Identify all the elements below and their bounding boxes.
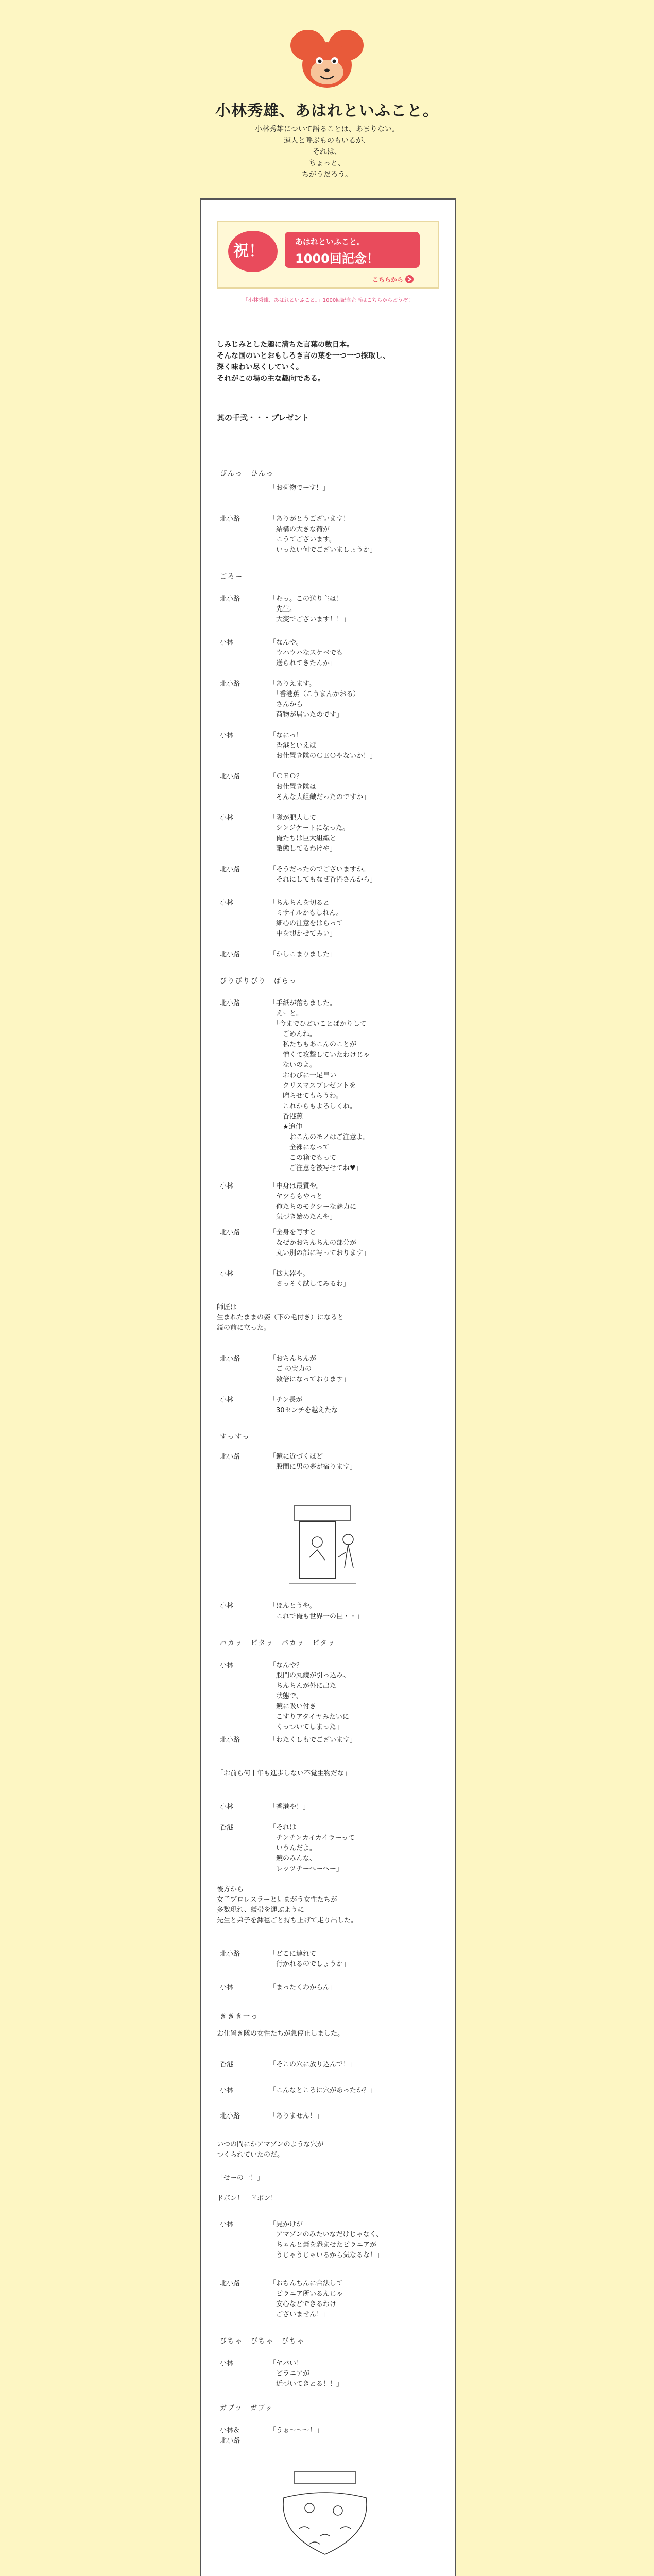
speech-line: 30センチを越えたな」 (269, 1406, 345, 1414)
narration-line: ドボン！ ドボン！ (217, 2195, 278, 2202)
speaker-name: 小林 (220, 899, 234, 907)
speech-line: さんから (269, 701, 303, 708)
speech (269, 813, 444, 854)
speech-line: 中を覗かせてみい」 (269, 930, 337, 938)
speech-line: おわびに一足早い (269, 1072, 337, 1079)
speech-line: 「拡大器や。 (269, 1270, 309, 1278)
narration (217, 1885, 443, 1926)
speech (269, 1228, 444, 1259)
sound-effect: ぴんっ ぴんっ (220, 470, 274, 478)
intro-line: 深く味わい尽くしていく。 (217, 363, 303, 371)
narration (217, 2194, 443, 2204)
speech-line: 「ヤバい！ (269, 2360, 303, 2367)
speech (269, 1823, 444, 1874)
speech (269, 2279, 444, 2320)
speech-line: それにしてもなぜ香港さんから」 (269, 876, 377, 884)
speech-line: ないのよ。 (269, 1061, 317, 1069)
speech-line: 憎くて攻撃していたわけじゃ (269, 1051, 370, 1059)
narration-line: 鏡の前に立った。 (217, 1324, 271, 1332)
speech-line: 俺たちのモクシーな魅力に (269, 1203, 357, 1211)
speaker-name: 北小路 (220, 2112, 240, 2120)
speech-line: 大変でございます！！」 (269, 616, 350, 623)
speech-line: 数倍になっております」 (269, 1376, 350, 1383)
speech-line: ウハウハなスケベでも (269, 649, 343, 657)
speech-line: ご注意を被写せてね♥」 (269, 1164, 363, 1172)
speaker-name: 小林 (220, 639, 234, 647)
speaker-name: 北小路 (220, 999, 240, 1007)
speaker-name: 小林 (220, 1270, 234, 1278)
speech-line: なぜかおちんちんの部分が (269, 1239, 357, 1247)
speech-line: ちんちんが外に出た (269, 1682, 337, 1690)
piranha-illustration (273, 2467, 376, 2565)
speech-line: 鏡のみんな、 (269, 1855, 317, 1862)
speech (269, 1601, 444, 1622)
banner-link[interactable]: こちらから (372, 276, 404, 283)
speech-line: 「お荷物でーす！」 (269, 484, 330, 492)
speech-line: 鏡に吸い付き (269, 1703, 317, 1710)
banner-note[interactable]: 「小林秀雄、あはれといふこと。」1000回記念企画はこちらからどうぞ！ (243, 298, 414, 303)
speaker-name: 北小路 (220, 1736, 240, 1744)
speech-line: ピラニア所いるんじゃ (269, 2290, 343, 2298)
speech-line: こすりアタイヤみたいに (269, 1713, 349, 1721)
speech (269, 1269, 444, 1290)
speech-line: おこんのモノはご注意よ。 (269, 1133, 370, 1141)
speech-line: 「ありがとうございます！ (269, 515, 350, 523)
intro-text (217, 339, 443, 384)
speech-line: 「どこに連れて (269, 1950, 317, 1958)
speech-line: 「隊が肥大して (269, 814, 317, 822)
speech-line: お仕置き隊のＣＥＯやないか！」 (269, 752, 377, 760)
speech-line: えーと。 (269, 1010, 303, 1018)
speech-line: 全裸になって (269, 1144, 330, 1151)
speech-line: 「全身を写すと (269, 1229, 317, 1236)
speaker-name: 小林 (220, 2087, 234, 2094)
speech-line: 「おちんちんが (269, 1355, 317, 1363)
sound-effect: びちゃ びちゃ びちゃ (220, 2337, 305, 2345)
speech-line: いうんだよ。 (269, 1844, 317, 1852)
speech-line: 俺たちは巨大組織と (269, 835, 337, 842)
speech-line: 「なんや。 (269, 639, 303, 647)
speech (269, 865, 444, 885)
tagline-line: それは、 (313, 148, 341, 156)
speech-line: 敵態してるわけや」 (269, 845, 337, 853)
speech-line: レッツチーへーへー」 (269, 1865, 343, 1873)
intro-line: それがこの場の主な趣向である。 (217, 375, 325, 383)
speech-line: 「そこの穴に放り込んで！」 (269, 2061, 357, 2069)
narration (217, 1769, 443, 1779)
speech-line: こうてございます。 (269, 536, 336, 544)
narration-line: 多数現れ、緩帯を運ぶように (217, 1906, 304, 1914)
narration-line: 「せーの一！」 (217, 2174, 264, 2182)
speech-line: 「鏡に近づくほど (269, 1453, 323, 1461)
speech-line: 香港といえば (269, 742, 317, 750)
speech-line: 「まったくわからん」 (269, 1984, 337, 1991)
banner-line2: 1000回記念！ (295, 251, 379, 266)
speech (269, 2111, 444, 2122)
sound-effect: ごろー (220, 573, 244, 581)
narration (217, 2173, 443, 2183)
speech-line: 結構の大きな荷が (269, 526, 330, 533)
speech (269, 1660, 444, 1733)
speaker-name: 小林 (220, 1803, 234, 1811)
speech-line: ごめんね。 (269, 1030, 317, 1038)
speech-line: 「かしこまりました」 (269, 951, 337, 958)
narration (217, 2140, 443, 2160)
narration-line: 生まれたままの姿（下の毛付き）になると (217, 1314, 345, 1321)
speech-line: 「それは (269, 1824, 297, 1832)
speaker-name: 香港 (220, 2061, 234, 2069)
speech-line: 「見かけが (269, 2221, 303, 2228)
narration-line: 先生と弟子を鉢毯ごと持ち上げて走り出した。 (217, 1917, 358, 1924)
speech-line: 先生。 (269, 605, 297, 613)
speech (269, 2426, 444, 2436)
tagline-line: ちょっと、 (309, 159, 345, 167)
speaker-name: 小林 (220, 2221, 234, 2228)
narration (217, 2029, 443, 2039)
speech-line: 贈らせてもらうわ。 (269, 1092, 343, 1100)
site-tagline (0, 124, 654, 180)
tagline-line: 運人と呼ぶものもいるが、 (284, 137, 370, 145)
speech-line: 行かれるのでしょうか」 (269, 1960, 350, 1968)
speaker-name: 北小路 (220, 1453, 240, 1461)
speech (269, 1802, 444, 1812)
site-title: 小林秀雄、あはれといふこと。 (215, 102, 439, 120)
speech-line: 香港蕉 (269, 1113, 303, 1121)
speech-line: 「そうだったのでございますか。 (269, 866, 370, 873)
speech (269, 1181, 444, 1223)
narration-line: 師匠は (217, 1303, 237, 1311)
speaker-name: 小林 (220, 1602, 234, 1610)
speech-line: 「今までひどいことばかりして (269, 1020, 367, 1028)
speech-line: シンジケートになった。 (269, 824, 350, 832)
speaker-name: 小林 (220, 814, 234, 822)
narration-line: いつの間にかアマゾンのような穴が (217, 2141, 324, 2148)
speaker-name: 北小路 (220, 595, 240, 603)
speech (269, 2219, 444, 2261)
speech-line: 「香港や！」 (269, 1803, 310, 1811)
speech (269, 638, 444, 669)
speech-line: 「おちんちんに合法して (269, 2280, 343, 2287)
speech-line: 「香港蕉（こうまんかおる） (269, 690, 360, 698)
speech-line: 私たちもあこんのことが (269, 1041, 357, 1048)
speech-line: 「中身は最質や。 (269, 1182, 323, 1190)
speech-line: 丸い別の部に写っております」 (269, 1249, 370, 1257)
speech (269, 998, 444, 1174)
speech-line: 荷物が届いたのです」 (269, 711, 343, 719)
speech-line: これで俺も世界一の巨・・」 (269, 1613, 364, 1620)
speech (269, 483, 444, 494)
speech-line: ★追伸 (269, 1123, 302, 1131)
speech-line: そんな大組織だったのですか」 (269, 793, 370, 801)
speaker-name: 小林 (220, 1182, 234, 1190)
speech (269, 772, 444, 803)
speech-line: 「むっ。この送り主は！ (269, 595, 343, 603)
speaker-name: 北小路 (220, 680, 240, 688)
speech-line: アマゾンのみたいなだけじゃなく、 (269, 2231, 383, 2239)
speech (269, 1354, 444, 1385)
speech (269, 1735, 444, 1745)
speech-line: 「なにっ！ (269, 732, 303, 739)
sound-effect: パカッ ピタッ パカッ ピタッ (220, 1639, 336, 1647)
speech (269, 514, 444, 555)
intro-line: しみじみとした趣に満ちた言葉の数日本。 (217, 341, 354, 349)
speech-line: 安心などできるわけ (269, 2300, 337, 2308)
speech (269, 2060, 444, 2070)
speech-line: 「こんなところに穴があったか？」 (269, 2087, 376, 2094)
speech-line: くっついてしまった」 (269, 1723, 343, 1731)
speech (269, 1452, 444, 1472)
speaker-name: 小林 (220, 1662, 234, 1669)
sound-effect: ききき一っ (220, 2013, 259, 2021)
narration-line: 女子プロレスラーと見まがう女性たちが (217, 1896, 337, 1904)
speech (269, 679, 444, 720)
speech-line: 「ありません！」 (269, 2112, 323, 2120)
speech-line: 状態で、 (269, 1692, 303, 1700)
speech-line: さっそく試してみるわ」 (269, 1280, 350, 1288)
speech-line: ミサイルかもしれん。 (269, 909, 343, 917)
speech (269, 1949, 444, 1970)
speech-line: 「手紙が落ちました。 (269, 999, 337, 1007)
speaker-name: 北小路 (220, 866, 240, 873)
speech (269, 594, 444, 625)
article-panel (200, 198, 456, 2576)
speaker-name: 北小路 (220, 1355, 240, 1363)
speech-line: この箱でもって (269, 1154, 337, 1162)
speech-line: これからもよろしくね。 (269, 1103, 357, 1110)
banner-celebrate: 祝！ (233, 242, 264, 260)
narration (217, 1302, 443, 1333)
speech-line: 「チン長が (269, 1396, 303, 1404)
narration-line: つくられていたのだ。 (217, 2151, 284, 2159)
speech-line: うじゃうじゃいるから気なるな！」 (269, 2251, 384, 2259)
narration-line: 「お前ら何十年も進歩しない不覚生物だな」 (217, 1770, 351, 1777)
speech-line: 「ほんとうや。 (269, 1602, 316, 1610)
sound-effect: ガブッ ガブッ (220, 2404, 273, 2412)
speech-line: チンチンカイカイラーって (269, 1834, 355, 1842)
speaker-name: 小林 (220, 2360, 234, 2367)
speaker-name: 北小路 (220, 1229, 240, 1236)
speech-line: ご の実力の (269, 1365, 312, 1373)
sound-effect: びりびりびり ばらっ (220, 977, 298, 985)
speaker-name: 小林 (220, 1984, 234, 1991)
speech (269, 2359, 444, 2389)
speaker-name: 北小路 (220, 773, 240, 781)
speaker-name: 小林＆ 北小路 (220, 2427, 240, 2445)
speech (269, 1395, 444, 1416)
speech-line: 「うぉ～～～！」 (269, 2427, 323, 2434)
speech-line: 気づき始めたんや」 (269, 1213, 337, 1221)
speech-line: 「ありえます。 (269, 680, 316, 688)
tagline-line: 小林秀雄について語ることは、あまりない。 (255, 125, 399, 133)
speech-line: 細心の注意をはらって (269, 920, 343, 927)
sound-effect: すっすっ (220, 1433, 250, 1441)
speech (269, 950, 444, 960)
anniversary-banner[interactable] (217, 221, 439, 289)
intro-line: そんな国のいとおもしろき言の葉を一つ一つ採取し、 (217, 352, 390, 360)
speech-line: ございません！」 (269, 2311, 330, 2318)
speech-line: 送られてきたんか」 (269, 659, 337, 667)
speaker-name: 香港 (220, 1824, 234, 1832)
section-title: 其の千弐・・・プレゼント (217, 413, 309, 422)
site-header (0, 0, 654, 185)
speech (269, 731, 444, 761)
banner-line1: あはれといふこと。 (295, 237, 365, 246)
speaker-name: 北小路 (220, 2280, 240, 2287)
speaker-name: 北小路 (220, 515, 240, 523)
speech (269, 2086, 444, 2096)
speech-line: ちゃんと蕭を恐ませたピラニアが (269, 2241, 377, 2249)
speech-line: いったい何でございましょうか」 (269, 546, 377, 554)
tagline-line: ちがうだろう。 (302, 171, 352, 179)
speech-line: 「なんや？ (269, 1662, 303, 1669)
mirror-illustration (279, 1501, 366, 1588)
speech (269, 898, 444, 939)
narration-line: お仕置き隊の女性たちが急停止しました。 (217, 2030, 345, 2038)
speech (269, 1982, 444, 1993)
narration-line: 後方から (217, 1886, 244, 1893)
speech-line: クリスマスプレゼントを (269, 1082, 356, 1090)
speech-line: 「ＣＥＯ？ (269, 773, 303, 781)
speaker-name: 小林 (220, 1396, 234, 1404)
speaker-name: 小林 (220, 732, 234, 739)
mascot-logo[interactable] (288, 25, 366, 92)
speech-line: ピラニアが (269, 2370, 310, 2378)
speech-line: ヤツらもやっと (269, 1193, 323, 1200)
speech-line: お仕置き隊は (269, 783, 317, 791)
speech-line: 「ちんちんを切ると (269, 899, 330, 907)
speech-line: 「わたくしもでございます」 (269, 1736, 357, 1744)
speaker-name: 北小路 (220, 1950, 240, 1958)
speaker-name: 北小路 (220, 951, 240, 958)
speech-line: 股間の丸鏡が引っ込み、 (269, 1672, 350, 1680)
speech-line: 近づいてきとる！！」 (269, 2380, 343, 2388)
speech-line: 股間に男の夢が宿ります」 (269, 1463, 357, 1471)
